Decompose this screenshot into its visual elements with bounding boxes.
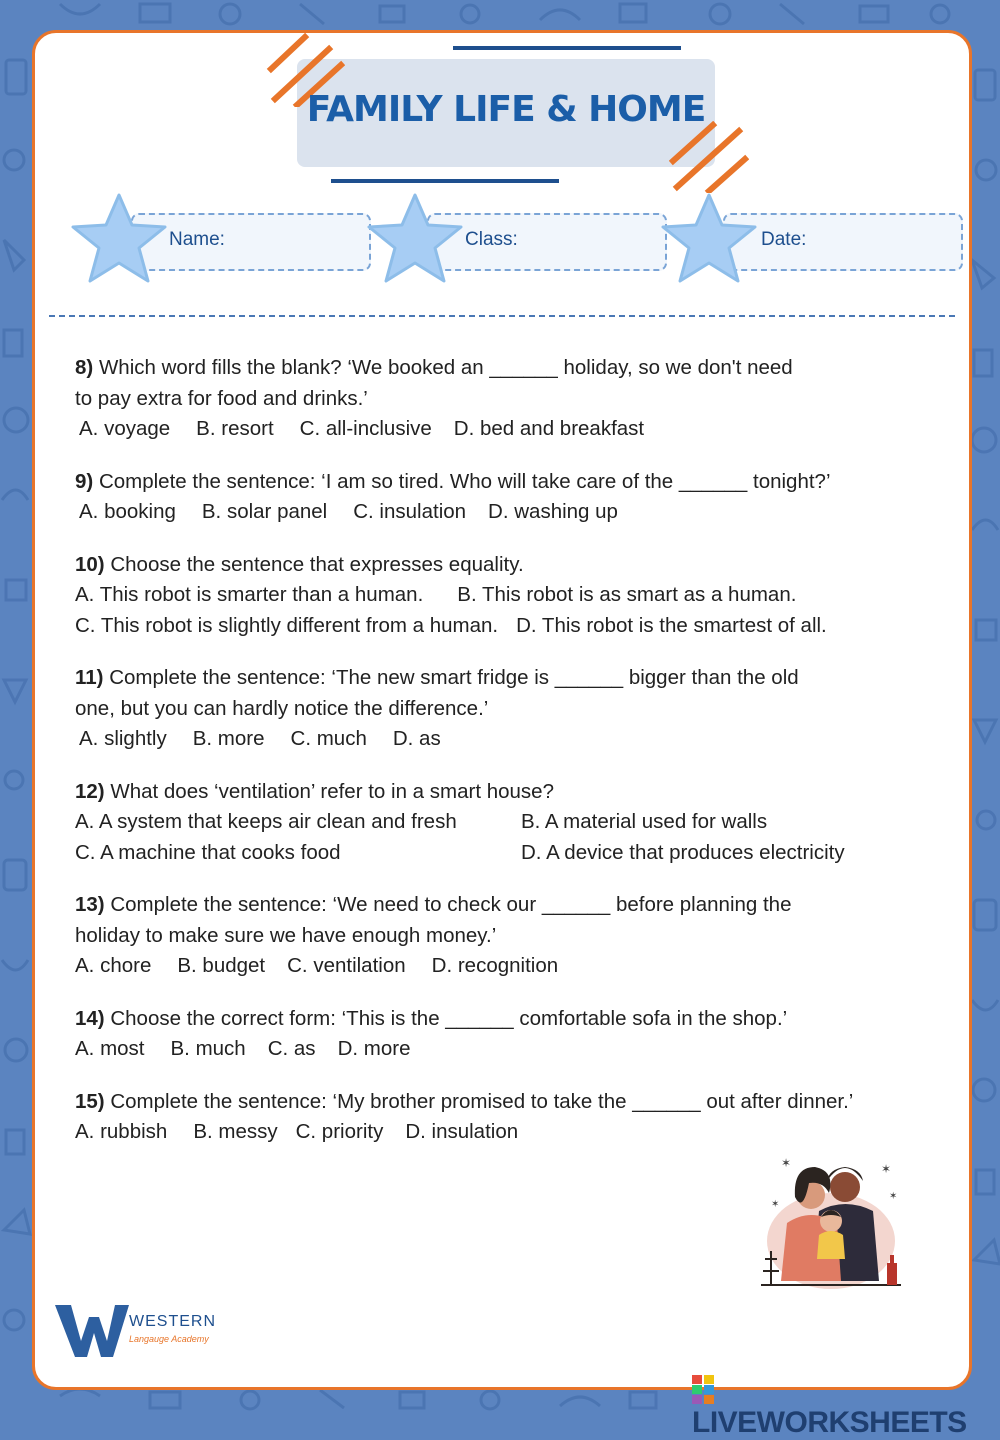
liveworksheets-logo-icon xyxy=(692,1375,714,1405)
option-b[interactable]: B. budget xyxy=(177,954,266,977)
option-b[interactable]: B. This robot is as smart as a human. xyxy=(457,583,797,606)
question-text: one, but you can hardly notice the difference.’ xyxy=(75,696,489,720)
option-d[interactable]: D. washing up xyxy=(488,500,618,523)
option-a[interactable]: A. rubbish xyxy=(75,1120,168,1143)
option-d[interactable]: D. more xyxy=(337,1037,411,1060)
logo-subtitle: Langauge Academy xyxy=(129,1334,209,1344)
option-a[interactable]: A. A system that keeps air clean and fresh xyxy=(75,810,457,833)
logo-name: WESTERN xyxy=(129,1313,216,1330)
section-divider xyxy=(49,315,955,317)
family-illustration xyxy=(741,1151,911,1291)
option-a[interactable]: A. slightly xyxy=(79,727,167,750)
option-c[interactable]: C. much xyxy=(290,727,367,750)
option-d[interactable]: D. as xyxy=(392,727,441,750)
option-d[interactable]: D. bed and breakfast xyxy=(453,417,645,440)
watermark-text: LIVEWORKSHEETS xyxy=(692,1406,967,1439)
option-d[interactable]: D. insulation xyxy=(405,1120,519,1143)
option-b[interactable]: B. messy xyxy=(193,1120,278,1143)
option-b[interactable]: B. much xyxy=(170,1037,246,1060)
title-rule-bottom xyxy=(331,179,559,183)
option-d[interactable]: D. This robot is the smartest of all. xyxy=(516,613,827,637)
question-number: 11) xyxy=(75,666,104,689)
option-d[interactable]: D. A device that produces electricity xyxy=(521,840,845,864)
option-a[interactable]: A. voyage xyxy=(79,417,171,440)
question-15 xyxy=(75,1087,955,1148)
title-rule-top xyxy=(453,46,681,50)
question-text: Complete the sentence: ‘We need to check our ______ before planning the xyxy=(110,893,792,916)
name-label: Name: xyxy=(169,229,225,250)
option-c[interactable]: C. A machine that cooks food xyxy=(75,840,341,864)
option-a[interactable]: A. chore xyxy=(75,954,152,977)
question-12 xyxy=(75,777,955,869)
option-d[interactable]: D. recognition xyxy=(431,954,559,977)
option-b[interactable]: B. more xyxy=(192,727,265,750)
question-text: Which word fills the blank? ‘We booked an ______ holiday, so we don't need xyxy=(98,356,793,379)
western-logo-mark xyxy=(55,1301,129,1361)
worksheet-card xyxy=(32,30,972,1390)
question-text: Choose the sentence that expresses equality. xyxy=(110,552,524,576)
option-a[interactable]: A. most xyxy=(75,1037,145,1060)
svg-text:✶: ✶ xyxy=(771,1199,780,1210)
question-number: 8) xyxy=(75,356,94,379)
option-b[interactable]: B. solar panel xyxy=(201,500,328,523)
option-c[interactable]: C. ventilation xyxy=(287,954,406,977)
star-icon xyxy=(365,191,465,287)
date-field[interactable] xyxy=(723,213,963,271)
svg-text:✶: ✶ xyxy=(881,1162,892,1176)
question-14 xyxy=(75,1004,955,1065)
question-8 xyxy=(75,353,955,445)
svg-text:✶: ✶ xyxy=(889,1191,898,1202)
question-text: Complete the sentence: ‘The new smart fridge is ______ bigger than the old xyxy=(109,666,799,689)
question-number: 9) xyxy=(75,469,94,493)
option-c[interactable]: C. insulation xyxy=(353,500,467,523)
question-11 xyxy=(75,663,955,755)
question-text: Complete the sentence: ‘My brother promised to take the ______ out after dinner.’ xyxy=(110,1089,854,1113)
question-10 xyxy=(75,550,955,642)
liveworksheets-watermark xyxy=(692,1372,992,1439)
option-b[interactable]: B. A material used for walls xyxy=(521,810,768,833)
page-title: FAMILY LIFE & HOME xyxy=(306,89,706,130)
question-number: 13) xyxy=(75,893,105,916)
question-number: 12) xyxy=(75,779,105,803)
svg-text:✶: ✶ xyxy=(781,1156,792,1170)
option-c[interactable]: C. as xyxy=(267,1037,316,1060)
class-label: Class: xyxy=(465,229,518,250)
question-text: What does ‘ventilation’ refer to in a smart house? xyxy=(110,779,554,803)
question-9 xyxy=(75,467,955,528)
star-icon xyxy=(69,191,169,287)
question-text: Complete the sentence: ‘I am so tired. Who will take care of the ______ tonight?’ xyxy=(98,469,831,493)
option-b[interactable]: B. resort xyxy=(196,417,274,440)
option-c[interactable]: C. priority xyxy=(295,1120,384,1143)
option-c[interactable]: C. This robot is slightly different from a human. xyxy=(75,613,499,637)
question-text: holiday to make sure we have enough money.’ xyxy=(75,923,497,947)
star-icon xyxy=(659,191,759,287)
option-a[interactable]: A. booking xyxy=(79,500,176,523)
option-a[interactable]: A. This robot is smarter than a human. xyxy=(75,583,424,606)
question-number: 14) xyxy=(75,1006,105,1030)
option-c[interactable]: C. all-inclusive xyxy=(299,417,432,440)
question-text: Choose the correct form: ‘This is the ______ comfortable sofa in the shop.’ xyxy=(110,1006,788,1030)
decorative-stripes-right xyxy=(669,121,749,193)
question-13 xyxy=(75,890,955,982)
question-text: to pay extra for food and drinks.’ xyxy=(75,386,368,410)
question-number: 15) xyxy=(75,1089,105,1113)
date-label: Date: xyxy=(761,229,807,250)
question-number: 10) xyxy=(75,552,105,576)
question-list xyxy=(75,353,955,1170)
